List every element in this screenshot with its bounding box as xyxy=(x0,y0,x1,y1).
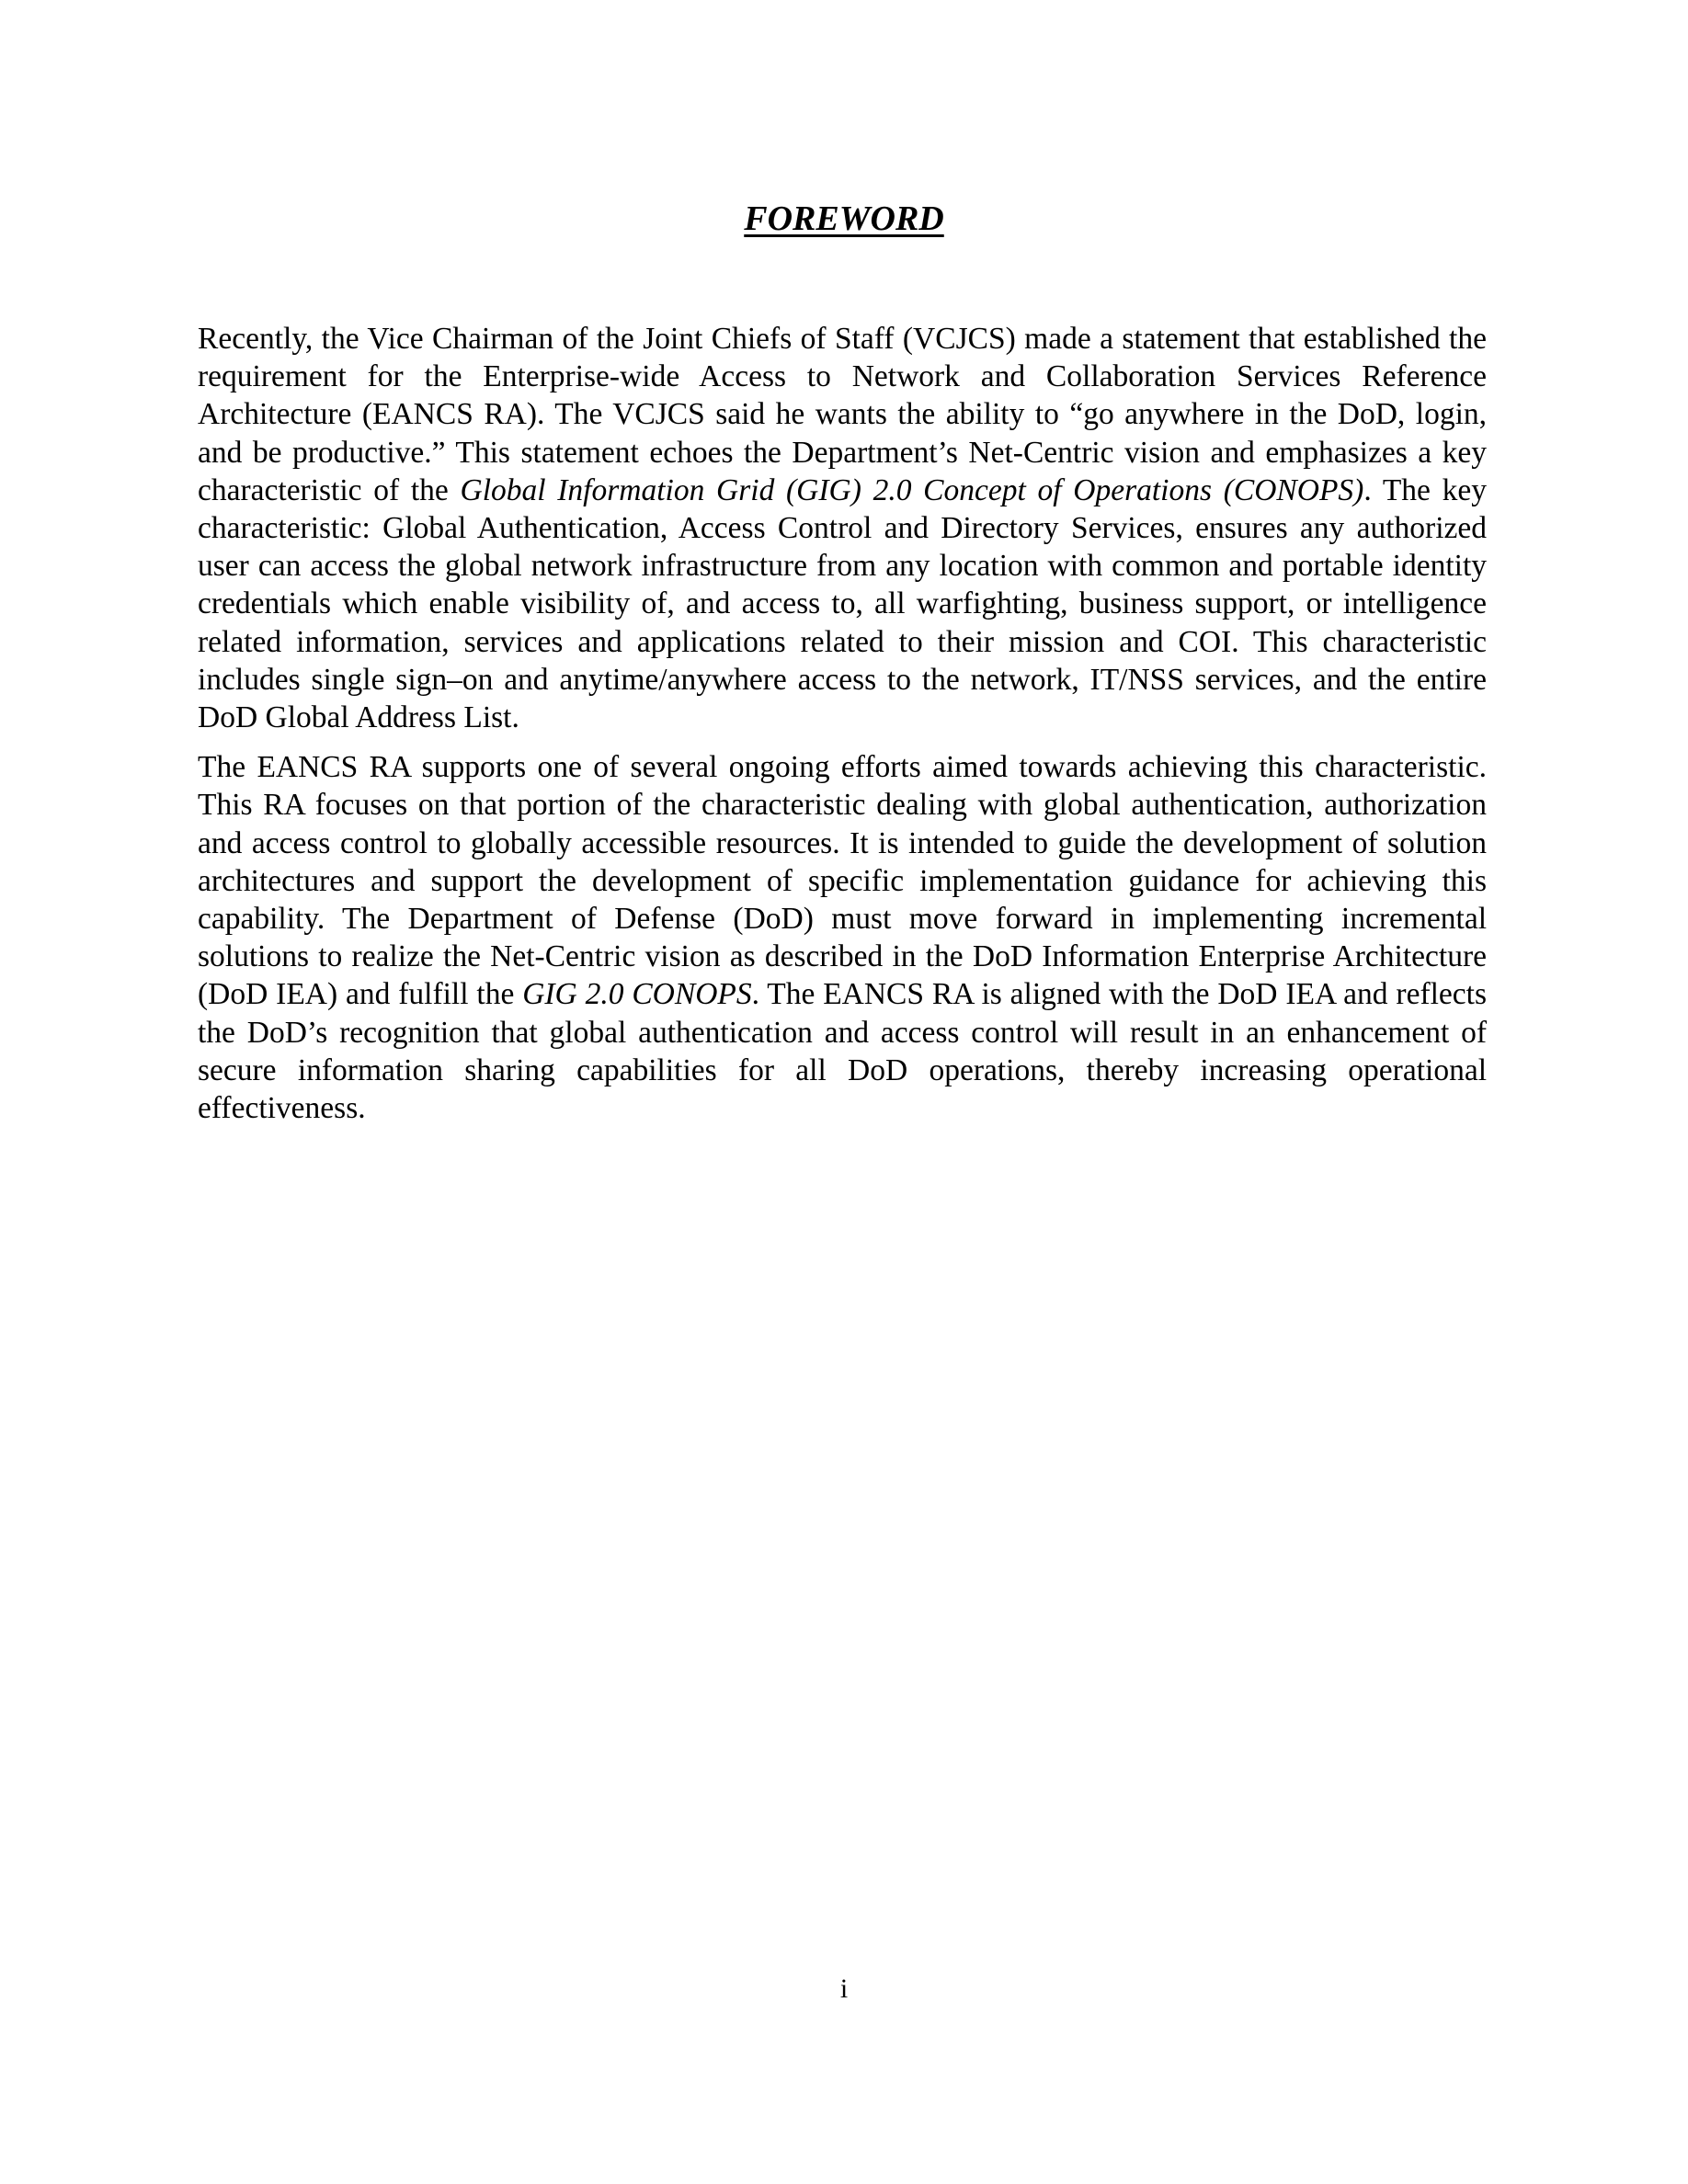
paragraph-1-text-2: . The key characteristic: Global Authentication, Access Control and Directory Services, ensures any authorized user can access the global network infrastructure from any location with common and portable identity credentials which enable visibility of, and access to, all warfighting, business support, or intelligence related information, services and applications related to their mission and COI. This characteristic includes single sign–on and anytime/anywhere access to the network, IT/NSS services, and the entire DoD Global Address List. xyxy=(198,472,1487,735)
paragraph-2-text-2: . The EANCS RA is aligned with the DoD IEA and reflects the DoD’s recognition that global authentication and access control will result in an enhancement of secure information sharing capabilities for all DoD operations, thereby increasing operational effectiveness. xyxy=(198,977,1487,1126)
page-number: i xyxy=(839,1974,849,2004)
page-title: FOREWORD xyxy=(744,199,944,238)
paragraph-1-text-1: Recently, the Vice Chairman of the Joint Chiefs of Staff (VCJCS) made a statement that established the requirement for the Enterprise-wide Access to Network and Collaboration Services Reference Architecture (EANCS RA). The VCJCS said he wants the ability to “go anywhere in the DoD, login, and be productive.” This statement echoes the Department’s Net-Centric vision and emphasizes a key characteristic of the xyxy=(198,322,1487,507)
paragraph-2-italic-title: GIG 2.0 CONOPS xyxy=(522,977,752,1012)
foreword-paragraph-1 xyxy=(198,320,1487,736)
foreword-body xyxy=(198,320,1487,1139)
foreword-paragraph-2 xyxy=(198,748,1487,1127)
paragraph-1-italic-title: Global Information Grid (GIG) 2.0 Concept of Operations (CONOPS) xyxy=(460,472,1364,507)
paragraph-2-text-1: The EANCS RA supports one of several ongoing efforts aimed towards achieving this characteristic. This RA focuses on that portion of the characteristic dealing with global authentication, authorization and access control to globally accessible resources. It is intended to guide the development of solution architectures and support the development of specific implementation guidance for achieving this capability. The Department of Defense (DoD) must move forward in implementing incremental solutions to realize the Net-Centric vision as described in the DoD Information Enterprise Architecture (DoD IEA) and fulfill the xyxy=(198,750,1487,1012)
